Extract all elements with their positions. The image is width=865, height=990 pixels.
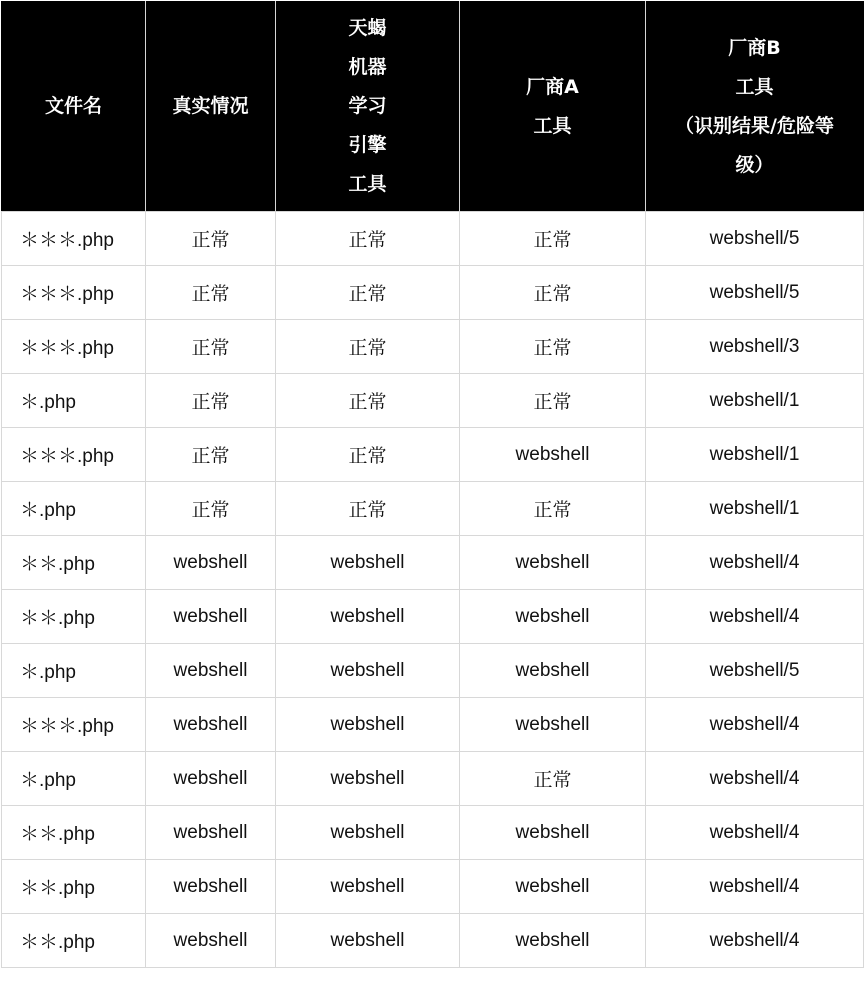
- cell-vendor-b-result: webshell/4: [646, 806, 864, 860]
- cell-scorpion-result: 正常: [276, 374, 460, 428]
- cell-filename: ＊.php: [2, 644, 146, 698]
- header-scorpion-ml-engine: 天蝎 机器 学习 引擎 工具: [276, 2, 460, 212]
- cell-ground-truth: 正常: [146, 320, 276, 374]
- cell-vendor-a-result: 正常: [460, 212, 646, 266]
- cell-scorpion-result: webshell: [276, 806, 460, 860]
- cell-ground-truth: 正常: [146, 212, 276, 266]
- cell-vendor-a-result: webshell: [460, 428, 646, 482]
- cell-filename: ＊＊＊.php: [2, 266, 146, 320]
- cell-filename: ＊.php: [2, 374, 146, 428]
- cell-vendor-a-result: webshell: [460, 536, 646, 590]
- cell-vendor-b-result: webshell/4: [646, 590, 864, 644]
- cell-filename: ＊＊.php: [2, 806, 146, 860]
- cell-scorpion-result: webshell: [276, 914, 460, 968]
- cell-filename: ＊＊.php: [2, 914, 146, 968]
- cell-ground-truth: 正常: [146, 428, 276, 482]
- cell-filename: ＊.php: [2, 752, 146, 806]
- cell-vendor-b-result: webshell/3: [646, 320, 864, 374]
- cell-vendor-b-result: webshell/5: [646, 266, 864, 320]
- cell-vendor-a-result: 正常: [460, 482, 646, 536]
- table-row: [2, 428, 864, 482]
- table-row: [2, 806, 864, 860]
- table-row: [2, 482, 864, 536]
- table-row: [2, 860, 864, 914]
- cell-vendor-b-result: webshell/4: [646, 860, 864, 914]
- cell-vendor-a-result: 正常: [460, 266, 646, 320]
- table-row: [2, 374, 864, 428]
- cell-scorpion-result: webshell: [276, 536, 460, 590]
- table-row: [2, 590, 864, 644]
- cell-ground-truth: webshell: [146, 536, 276, 590]
- cell-vendor-b-result: webshell/1: [646, 482, 864, 536]
- cell-vendor-b-result: webshell/4: [646, 752, 864, 806]
- cell-filename: ＊＊.php: [2, 860, 146, 914]
- cell-scorpion-result: webshell: [276, 644, 460, 698]
- cell-filename: ＊＊＊.php: [2, 320, 146, 374]
- cell-vendor-b-result: webshell/4: [646, 536, 864, 590]
- cell-vendor-b-result: webshell/1: [646, 374, 864, 428]
- detection-comparison-table: [1, 1, 864, 968]
- cell-ground-truth: 正常: [146, 266, 276, 320]
- cell-scorpion-result: 正常: [276, 428, 460, 482]
- cell-vendor-a-result: webshell: [460, 590, 646, 644]
- table-row: [2, 212, 864, 266]
- cell-vendor-a-result: 正常: [460, 374, 646, 428]
- cell-ground-truth: webshell: [146, 860, 276, 914]
- cell-ground-truth: webshell: [146, 698, 276, 752]
- cell-vendor-a-result: webshell: [460, 698, 646, 752]
- cell-filename: ＊＊.php: [2, 590, 146, 644]
- cell-ground-truth: webshell: [146, 590, 276, 644]
- table-row: [2, 266, 864, 320]
- cell-ground-truth: 正常: [146, 374, 276, 428]
- cell-vendor-a-result: webshell: [460, 860, 646, 914]
- cell-scorpion-result: 正常: [276, 266, 460, 320]
- header-vendor-b-tool: 厂商B 工具 （识别结果/危险等 级）: [646, 2, 864, 212]
- cell-scorpion-result: webshell: [276, 698, 460, 752]
- cell-scorpion-result: 正常: [276, 212, 460, 266]
- cell-vendor-b-result: webshell/5: [646, 212, 864, 266]
- table-row: [2, 698, 864, 752]
- cell-filename: ＊＊＊.php: [2, 428, 146, 482]
- table-row: [2, 644, 864, 698]
- cell-ground-truth: webshell: [146, 644, 276, 698]
- cell-scorpion-result: webshell: [276, 752, 460, 806]
- cell-scorpion-result: 正常: [276, 482, 460, 536]
- cell-vendor-b-result: webshell/4: [646, 914, 864, 968]
- table-row: [2, 320, 864, 374]
- header-ground-truth: 真实情况: [146, 2, 276, 212]
- cell-vendor-a-result: webshell: [460, 914, 646, 968]
- cell-ground-truth: 正常: [146, 482, 276, 536]
- cell-filename: ＊＊＊.php: [2, 212, 146, 266]
- cell-vendor-a-result: webshell: [460, 806, 646, 860]
- cell-filename: ＊.php: [2, 482, 146, 536]
- header-vendor-a-tool: 厂商A 工具: [460, 2, 646, 212]
- header-row: [2, 2, 864, 212]
- cell-filename: ＊＊＊.php: [2, 698, 146, 752]
- cell-vendor-a-result: webshell: [460, 644, 646, 698]
- cell-vendor-b-result: webshell/1: [646, 428, 864, 482]
- cell-scorpion-result: webshell: [276, 860, 460, 914]
- cell-vendor-a-result: 正常: [460, 752, 646, 806]
- cell-ground-truth: webshell: [146, 806, 276, 860]
- header-filename: 文件名: [2, 2, 146, 212]
- table-row: [2, 752, 864, 806]
- cell-scorpion-result: 正常: [276, 320, 460, 374]
- cell-vendor-a-result: 正常: [460, 320, 646, 374]
- cell-vendor-b-result: webshell/4: [646, 698, 864, 752]
- cell-scorpion-result: webshell: [276, 590, 460, 644]
- comparison-table-container: [1, 1, 864, 986]
- table-row: [2, 914, 864, 968]
- cell-ground-truth: webshell: [146, 914, 276, 968]
- table-header: [2, 2, 864, 212]
- cell-vendor-b-result: webshell/5: [646, 644, 864, 698]
- table-body: [2, 212, 864, 968]
- cell-filename: ＊＊.php: [2, 536, 146, 590]
- table-row: [2, 536, 864, 590]
- cell-ground-truth: webshell: [146, 752, 276, 806]
